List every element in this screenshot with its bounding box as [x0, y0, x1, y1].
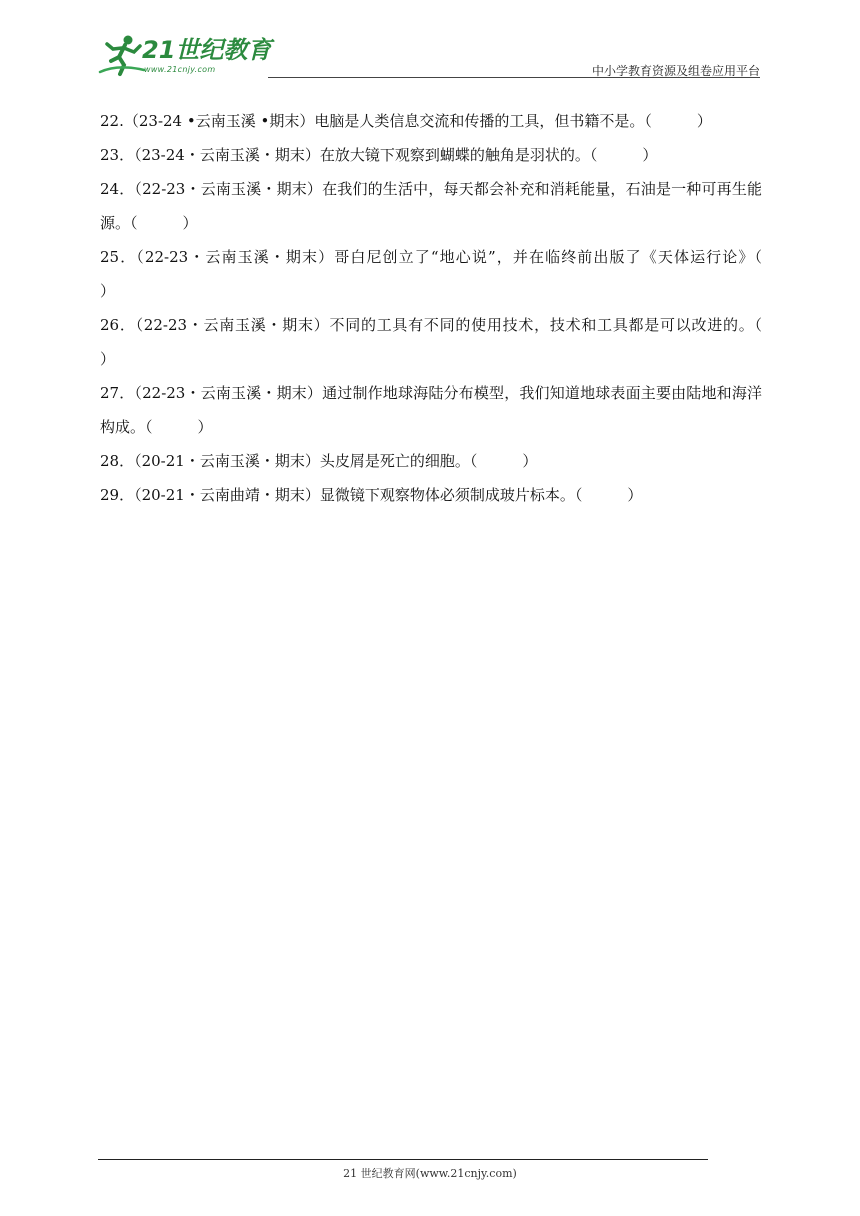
question-item: 24．（22-23・云南玉溪・期末）在我们的生活中，每天都会补充和消耗能量，石油是一种可再生能源。（ ） — [100, 180, 762, 232]
question-item: 23．（23-24・云南玉溪・期末）在放大镜下观察到蝴蝶的触角是羽状的。（ ） — [100, 146, 658, 164]
site-logo[interactable] — [98, 32, 272, 78]
question-list — [100, 104, 808, 512]
header-divider — [268, 77, 760, 78]
question-item: 22.（23-24 •云南玉溪 •期末）电脑是人类信息交流和传播的工具，但书籍不是。（ ） — [100, 112, 712, 130]
question-item: 29．（20-21・云南曲靖・期末）显微镜下观察物体必须制成玻片标本。（ ） — [100, 486, 643, 504]
footer-text[interactable]: 21 世纪教育网(www.21cnjy.com) — [343, 1167, 517, 1180]
page-header — [98, 30, 760, 80]
question-item: 27．（22-23・云南玉溪・期末）通过制作地球海陆分布模型，我们知道地球表面主要由陆地和海洋构成。（ ） — [100, 384, 762, 436]
site-slogan: 中小学教育资源及组卷应用平台 — [591, 64, 760, 78]
question-item: 28．（20-21・云南玉溪・期末）头皮屑是死亡的细胞。（ ） — [100, 452, 538, 470]
logo-brand-text: 21世纪教育 — [142, 36, 272, 64]
logo-url-text: www.21cnjy.com — [144, 65, 216, 74]
question-item: 25．（22-23・云南玉溪・期末）哥白尼创立了“地心说”，并在临终前出版了《天体运行论》（ ） — [100, 248, 808, 300]
running-figure-icon — [98, 32, 146, 78]
footer-divider — [98, 1159, 708, 1160]
question-item: 26．（22-23・云南玉溪・期末）不同的工具有不同的使用技术，技术和工具都是可以改进的。（ ） — [100, 316, 808, 368]
